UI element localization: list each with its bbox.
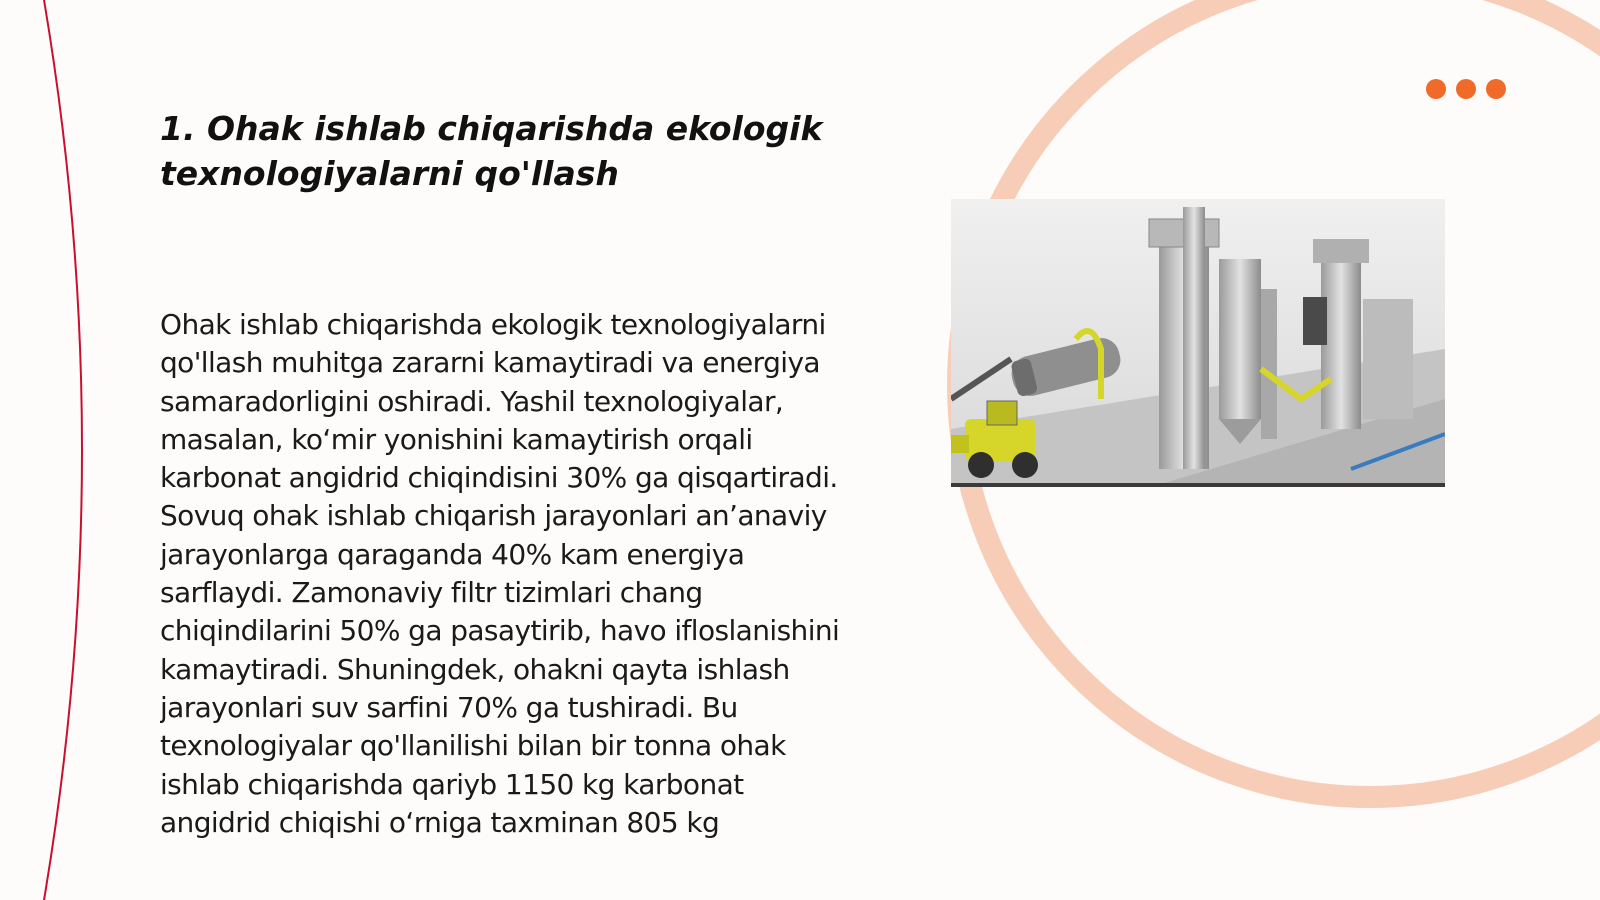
lime-plant-image	[951, 199, 1445, 487]
dot	[1486, 79, 1506, 99]
dot	[1456, 79, 1476, 99]
left-red-arc	[44, 0, 82, 900]
dot	[1426, 79, 1446, 99]
slide-title: 1. Ohak ishlab chiqarishda ekologik texnologiyalarni qo'llash	[160, 109, 823, 193]
more-dots-icon	[1426, 79, 1506, 99]
slide-body-text: Ohak ishlab chiqarishda ekologik texnologiyalarni qo'llash muhitga zararni kamaytiradi va energiya samaradorligini oshiradi. Yashil texnologiyalar, masalan, ko‘mir yonishini kamaytirish orqali karbonat angidrid chiqindisini 30% ga qisqartiradi. Sovuq ohak ishlab chiqarish jarayonlari an’anaviy jarayonlarga qaraganda 40% kam energiya sarflaydi. Zamonaviy filtr tizimlari chang chiqindilarini 50% ga pasaytirib, havo ifloslanishini kamaytiradi. Shuningdek, ohakni qayta ishlash jarayonlari suv sarfini 70% ga tushiradi. Bu texnologiyalar qo'llanilishi bilan bir tonna ohak ishlab chiqarishda qariyb 1150 kg karbonat angidrid chiqishi o‘rniga taxminan 805 kg	[160, 308, 840, 839]
